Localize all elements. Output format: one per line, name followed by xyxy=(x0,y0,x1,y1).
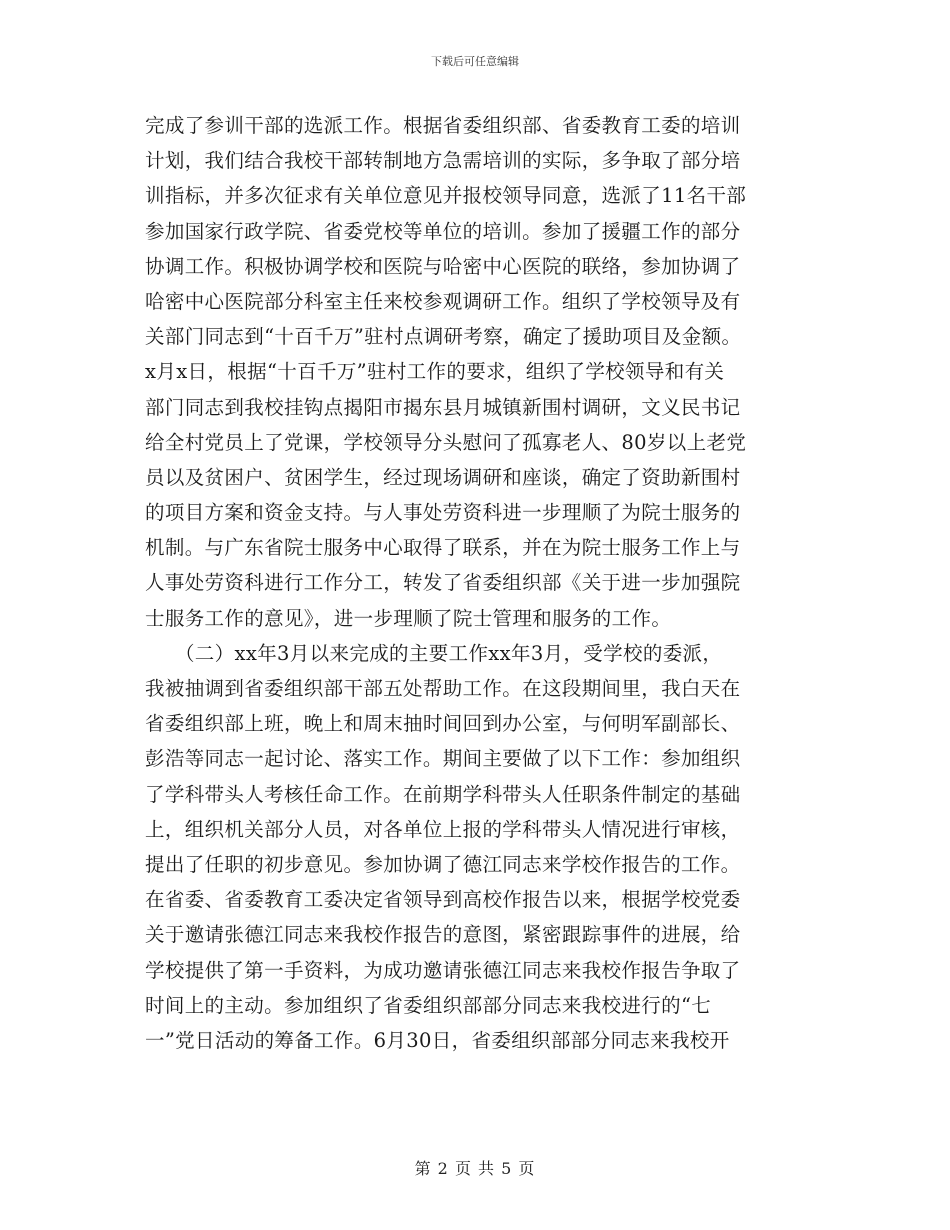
body-line: 提出了任职的初步意见。参加协调了德江同志来学校作报告的工作。 xyxy=(145,852,741,876)
body-line: 了学科带头人考核任命工作。在前期学科带头人任职条件制定的基础 xyxy=(145,782,741,806)
page-header-note: 下载后可任意编辑 xyxy=(431,55,519,68)
body-line: 参加国家行政学院、省委党校等单位的培训。参加了援疆工作的部分 xyxy=(145,219,741,243)
body-line: 省委组织部上班，晚上和周末抽时间回到办公室，与何明军副部长、 xyxy=(145,712,741,736)
body-line: 士服务工作的意见》，进一步理顺了院士管理和服务的工作。 xyxy=(145,606,672,630)
body-line: 哈密中心医院部分科室主任来校参观调研工作。组织了学校领导及有 xyxy=(145,289,741,313)
body-line: 彭浩等同志一起讨论、落实工作。期间主要做了以下工作：参加组织 xyxy=(145,747,741,771)
body-line: 关部门同志到“十百千万”驻村点调研考察，确定了援助项目及金额。 xyxy=(145,325,742,349)
body-line: 在省委、省委教育工委决定省领导到高校作报告以来，根据学校党委 xyxy=(145,888,741,912)
body-line: 上，组织机关部分人员，对各单位上报的学科带头人情况进行审核， xyxy=(145,817,741,841)
body-line: 员以及贫困户、贫困学生，经过现场调研和座谈，确定了资助新围村 xyxy=(145,465,741,489)
body-line: 我被抽调到省委组织部干部五处帮助工作。在这段期间里，我白天在 xyxy=(145,677,741,700)
body-line: 部门同志到我校挂钩点揭阳市揭东县月城镇新围村调研，文义民书记 xyxy=(145,395,741,419)
body-line: 计划，我们结合我校干部转制地方急需培训的实际，多争取了部分培 xyxy=(145,149,741,173)
body-line: 机制。与广东省院士服务中心取得了联系，并在为院士服务工作上与 xyxy=(145,536,741,560)
page-number-footer: 第 2 页 共 5 页 xyxy=(414,1159,536,1178)
body-line: 学校提供了第一手资料，为成功邀请张德江同志来我校作报告争取了 xyxy=(145,958,741,982)
body-line: 完成了参训干部的选派工作。根据省委组织部、省委教育工委的培训 xyxy=(145,114,741,137)
body-line: 给全村党员上了党课，学校领导分头慰问了孤寡老人、80岁以上老党 xyxy=(145,430,747,454)
body-line: 协调工作。积极协调学校和医院与哈密中心医院的联络，参加协调了 xyxy=(145,254,741,278)
body-line: x月x日，根据“十百千万”驻村工作的要求，组织了学校领导和有关 xyxy=(145,360,725,384)
body-line: 人事处劳资科进行工作分工，转发了省委组织部《关于进一步加强院 xyxy=(145,571,741,595)
body-line: 训指标，并多次征求有关单位意见并报校领导同意，选派了11名干部 xyxy=(145,184,747,208)
document-body xyxy=(145,108,805,1058)
body-line: 的项目方案和资金支持。与人事处劳资科进一步理顺了为院士服务的 xyxy=(145,501,741,525)
body-line: 关于邀请张德江同志来我校作报告的意图，紧密跟踪事件的进展，给 xyxy=(145,923,741,947)
body-line: 时间上的主动。参加组织了省委组织部部分同志来我校进行的“七 xyxy=(145,993,712,1017)
body-line: （二）xx年3月以来完成的主要工作xx年3月，受学校的委派， xyxy=(145,641,723,665)
body-line: 一”党日活动的筹备工作。6月30日，省委组织部部分同志来我校开 xyxy=(145,1028,730,1052)
